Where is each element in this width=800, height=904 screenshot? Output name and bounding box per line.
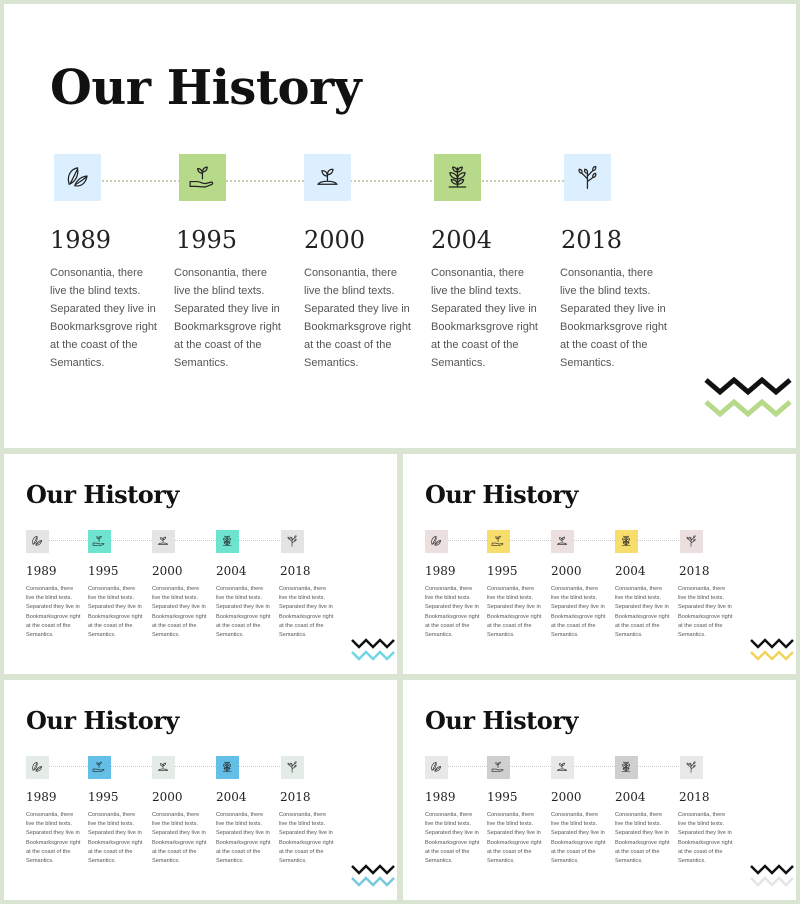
milestone-icon-box bbox=[26, 530, 49, 553]
hand-sprout-icon bbox=[91, 533, 107, 549]
slide-title: Our History bbox=[26, 480, 179, 509]
milestone-description: Consonantia, there live the blind texts. Separated they live in Bookmarksgrove right at the coast of the Semantics. bbox=[560, 267, 667, 369]
milestone-year: 1989 bbox=[26, 564, 57, 578]
milestone-year: 1989 bbox=[26, 790, 57, 804]
milestone-icon-box bbox=[680, 530, 703, 553]
zigzag-decoration bbox=[704, 372, 796, 426]
seedling-soil-icon bbox=[155, 533, 171, 549]
milestone-year: 1989 bbox=[425, 564, 456, 578]
milestone-icon-box bbox=[304, 154, 351, 201]
milestone-description: Consonantia, there live the blind texts. Separated they live in Bookmarksgrove right at the coast of the Semantics. bbox=[216, 586, 271, 639]
milestone-year: 2004 bbox=[216, 790, 247, 804]
milestone-icon-box bbox=[54, 154, 101, 201]
zigzag-decoration bbox=[750, 862, 794, 890]
leaves-icon bbox=[29, 759, 45, 775]
milestone-year: 1995 bbox=[88, 564, 119, 578]
zigzag-decoration bbox=[750, 636, 794, 664]
milestone-description: Consonantia, there live the blind texts. Separated they live in Bookmarksgrove right at the coast of the Semantics. bbox=[216, 812, 271, 865]
slide-title: Our History bbox=[425, 706, 578, 735]
milestone-icon-box bbox=[88, 756, 111, 779]
milestone-year: 1995 bbox=[487, 790, 518, 804]
milestone-icon-box bbox=[551, 530, 574, 553]
milestone-year: 2000 bbox=[551, 790, 582, 804]
milestone-icon-box bbox=[425, 530, 448, 553]
hand-sprout-icon bbox=[186, 161, 219, 194]
milestone-year: 2000 bbox=[152, 564, 183, 578]
milestone-icon-box bbox=[425, 756, 448, 779]
milestone-description: Consonantia, there live the blind texts. Separated they live in Bookmarksgrove right at the coast of the Semantics. bbox=[615, 586, 670, 639]
milestone-description: Consonantia, there live the blind texts. Separated they live in Bookmarksgrove right at the coast of the Semantics. bbox=[88, 586, 143, 639]
milestone-year: 1989 bbox=[50, 226, 112, 254]
milestone-icon-box bbox=[281, 530, 304, 553]
milestone-icon-box bbox=[551, 756, 574, 779]
milestone-description: Consonantia, there live the blind texts. Separated they live in Bookmarksgrove right at the coast of the Semantics. bbox=[425, 586, 480, 639]
plant-icon bbox=[219, 759, 235, 775]
milestone-description: Consonantia, there live the blind texts. Separated they live in Bookmarksgrove right at the coast of the Semantics. bbox=[152, 586, 207, 639]
milestone-description: Consonantia, there live the blind texts. Separated they live in Bookmarksgrove right at the coast of the Semantics. bbox=[152, 812, 207, 865]
slide-main bbox=[4, 4, 796, 448]
milestone-description: Consonantia, there live the blind texts. Separated they live in Bookmarksgrove right at the coast of the Semantics. bbox=[26, 586, 81, 639]
slide-variant-grey bbox=[403, 680, 796, 900]
slide-title: Our History bbox=[26, 706, 179, 735]
tree-icon bbox=[571, 161, 604, 194]
milestone-year: 1989 bbox=[425, 790, 456, 804]
zigzag-decoration bbox=[351, 636, 395, 664]
tree-icon bbox=[284, 533, 300, 549]
seedling-soil-icon bbox=[311, 161, 344, 194]
milestone-icon-box bbox=[615, 756, 638, 779]
leaves-icon bbox=[428, 759, 444, 775]
slide-variant-teal bbox=[4, 454, 397, 674]
milestone-icon-box bbox=[680, 756, 703, 779]
milestone-description: Consonantia, there live the blind texts. Separated they live in Bookmarksgrove right at the coast of the Semantics. bbox=[279, 812, 334, 865]
leaves-icon bbox=[428, 533, 444, 549]
milestone-icon-box bbox=[152, 530, 175, 553]
slide-variant-yellow bbox=[403, 454, 796, 674]
hand-sprout-icon bbox=[91, 759, 107, 775]
milestone-description: Consonantia, there live the blind texts. Separated they live in Bookmarksgrove right at the coast of the Semantics. bbox=[615, 812, 670, 865]
milestone-description: Consonantia, there live the blind texts. Separated they live in Bookmarksgrove right at the coast of the Semantics. bbox=[26, 812, 81, 865]
milestone-description: Consonantia, there live the blind texts. Separated they live in Bookmarksgrove right at the coast of the Semantics. bbox=[88, 812, 143, 865]
plant-icon bbox=[618, 759, 634, 775]
milestone-description: Consonantia, there live the blind texts. Separated they live in Bookmarksgrove right at the coast of the Semantics. bbox=[678, 586, 733, 639]
zigzag-decoration bbox=[351, 862, 395, 890]
hand-sprout-icon bbox=[490, 533, 506, 549]
milestone-icon-box bbox=[487, 530, 510, 553]
milestone-year: 2000 bbox=[551, 564, 582, 578]
milestone-description: Consonantia, there live the blind texts. Separated they live in Bookmarksgrove right at the coast of the Semantics. bbox=[304, 267, 411, 369]
plant-icon bbox=[219, 533, 235, 549]
milestone-year: 2018 bbox=[561, 226, 623, 254]
milestone-description: Consonantia, there live the blind texts. Separated they live in Bookmarksgrove right at the coast of the Semantics. bbox=[425, 812, 480, 865]
milestone-description: Consonantia, there live the blind texts. Separated they live in Bookmarksgrove right at the coast of the Semantics. bbox=[50, 267, 157, 369]
slide-variant-blue bbox=[4, 680, 397, 900]
milestone-description: Consonantia, there live the blind texts. Separated they live in Bookmarksgrove right at the coast of the Semantics. bbox=[174, 267, 281, 369]
milestone-icon-box bbox=[216, 530, 239, 553]
milestone-icon-box bbox=[152, 756, 175, 779]
leaves-icon bbox=[61, 161, 94, 194]
milestone-icon-box bbox=[615, 530, 638, 553]
milestone-icon-box bbox=[216, 756, 239, 779]
milestone-description: Consonantia, there live the blind texts. Separated they live in Bookmarksgrove right at the coast of the Semantics. bbox=[487, 586, 542, 639]
milestone-description: Consonantia, there live the blind texts. Separated they live in Bookmarksgrove right at the coast of the Semantics. bbox=[551, 586, 606, 639]
seedling-soil-icon bbox=[155, 759, 171, 775]
milestone-icon-box bbox=[564, 154, 611, 201]
milestone-icon-box bbox=[26, 756, 49, 779]
tree-icon bbox=[683, 533, 699, 549]
seedling-soil-icon bbox=[554, 533, 570, 549]
milestone-icon-box bbox=[88, 530, 111, 553]
milestone-icon-box bbox=[281, 756, 304, 779]
milestone-year: 1995 bbox=[487, 564, 518, 578]
milestone-year: 1995 bbox=[176, 226, 238, 254]
tree-icon bbox=[683, 759, 699, 775]
plant-icon bbox=[618, 533, 634, 549]
milestone-year: 2004 bbox=[615, 564, 646, 578]
milestone-description: Consonantia, there live the blind texts. Separated they live in Bookmarksgrove right at the coast of the Semantics. bbox=[279, 586, 334, 639]
milestone-year: 2018 bbox=[679, 790, 710, 804]
milestone-year: 2018 bbox=[280, 790, 311, 804]
milestone-icon-box bbox=[487, 756, 510, 779]
slide-title: Our History bbox=[50, 60, 362, 116]
milestone-year: 2018 bbox=[679, 564, 710, 578]
milestone-year: 2004 bbox=[431, 226, 493, 254]
hand-sprout-icon bbox=[490, 759, 506, 775]
milestone-description: Consonantia, there live the blind texts. Separated they live in Bookmarksgrove right at the coast of the Semantics. bbox=[487, 812, 542, 865]
milestone-description: Consonantia, there live the blind texts. Separated they live in Bookmarksgrove right at the coast of the Semantics. bbox=[678, 812, 733, 865]
tree-icon bbox=[284, 759, 300, 775]
slide-title: Our History bbox=[425, 480, 578, 509]
milestone-year: 2004 bbox=[216, 564, 247, 578]
milestone-description: Consonantia, there live the blind texts. Separated they live in Bookmarksgrove right at the coast of the Semantics. bbox=[431, 267, 538, 369]
seedling-soil-icon bbox=[554, 759, 570, 775]
milestone-year: 2000 bbox=[304, 226, 366, 254]
plant-icon bbox=[441, 161, 474, 194]
milestone-year: 1995 bbox=[88, 790, 119, 804]
milestone-description: Consonantia, there live the blind texts. Separated they live in Bookmarksgrove right at the coast of the Semantics. bbox=[551, 812, 606, 865]
milestone-icon-box bbox=[434, 154, 481, 201]
milestone-year: 2018 bbox=[280, 564, 311, 578]
leaves-icon bbox=[29, 533, 45, 549]
milestone-icon-box bbox=[179, 154, 226, 201]
milestone-year: 2004 bbox=[615, 790, 646, 804]
milestone-year: 2000 bbox=[152, 790, 183, 804]
